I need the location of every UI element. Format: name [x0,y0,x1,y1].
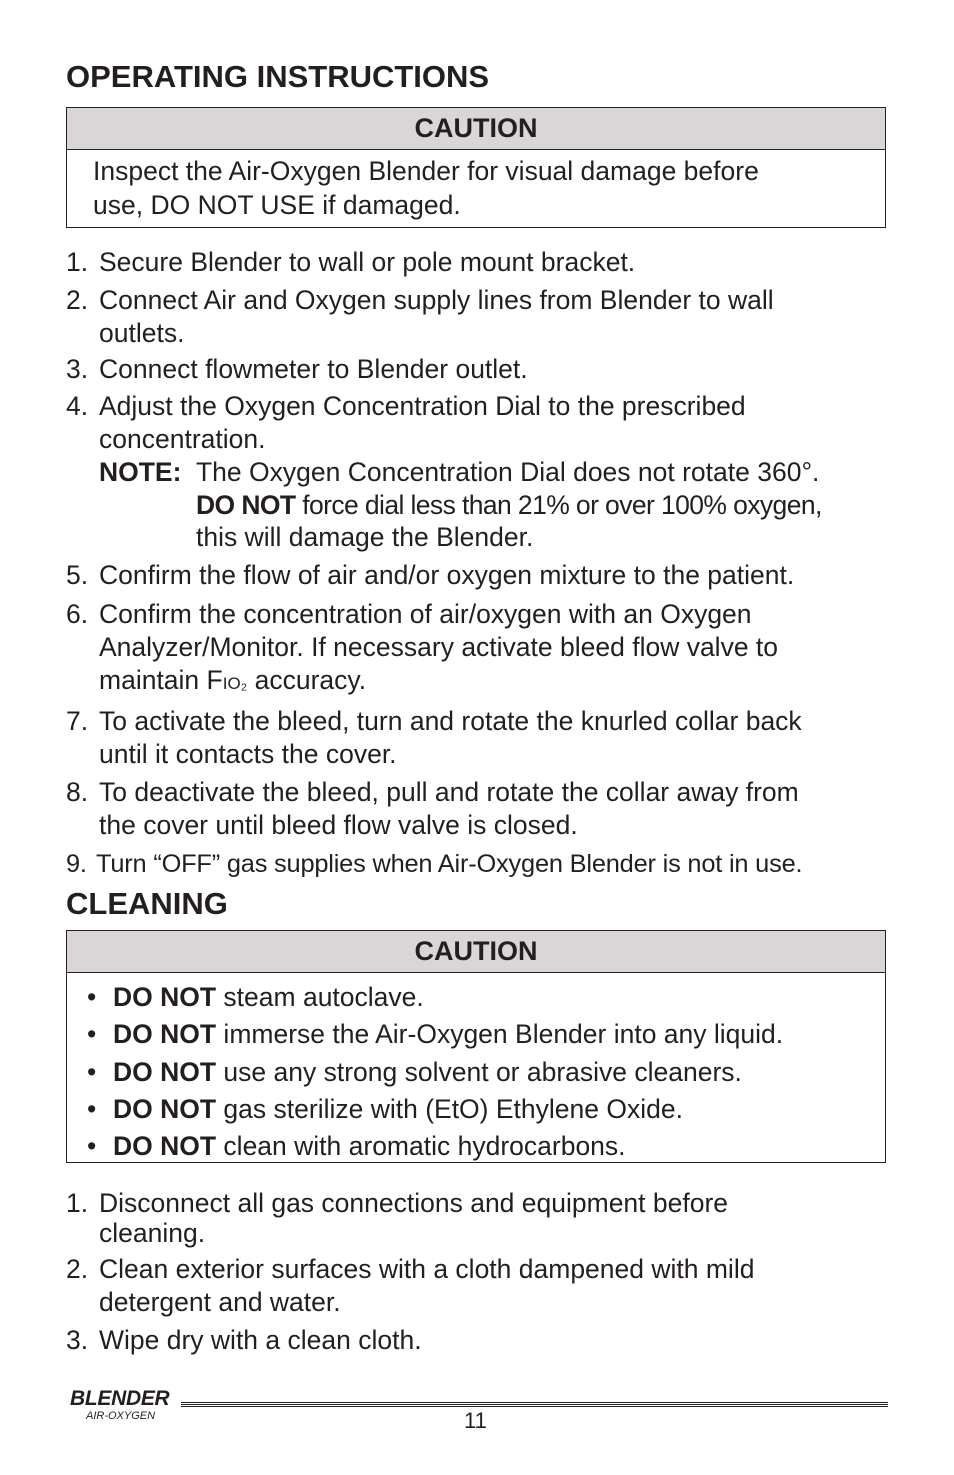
caution-bullet: • DO NOT clean with aromatic hydrocarbons. [87,1128,885,1165]
caution-line: use, DO NOT USE if damaged. [93,190,461,220]
page-number: 11 [464,1408,487,1433]
bullet-icon: • [87,1131,97,1162]
note-line: this will damage the Blender. [196,522,534,552]
fio2-subscript: IO₂ [222,673,248,693]
caution-bullet: • DO NOT immerse the Air-Oxygen Blender into any liquid. [87,1016,885,1053]
caution-label: CAUTION [67,931,885,973]
step-2: 2. Connect Air and Oxygen supply lines from Blender to wall outlets. [66,285,774,348]
bullet-icon: • [87,982,97,1012]
note-line: The Oxygen Concentration Dial does not rotate 360°. [196,457,820,487]
caution-box-operating [66,107,886,228]
section-title-cleaning: CLEANING [66,886,228,921]
clean-step-1: 1. Disconnect all gas connections and equipment before cleaning. [66,1188,729,1248]
clean-step-3: 3. Wipe dry with a clean cloth. [66,1325,422,1355]
footer-rule [181,1402,888,1407]
caution-bullet: • DO NOT steam autoclave. [87,979,885,1016]
bullet-icon: • [87,1019,97,1050]
footer-brand-logo: BLENDER [70,1387,170,1410]
caution-text [67,150,885,228]
clean-step-2: 2. Clean exterior surfaces with a cloth dampened with mild detergent and water. [66,1254,755,1317]
bullet-icon: • [87,1093,97,1124]
footer-brand-sub: AIR-OXYGEN [86,1410,156,1422]
step-8: 8. To deactivate the bleed, pull and rotate the collar away from the cover until bleed flow valve is closed. [66,776,799,840]
bullet-icon: • [87,1056,97,1087]
caution-line: Inspect the Air-Oxygen Blender for visual damage before [93,156,759,186]
step-5: 5. Confirm the flow of air and/or oxygen mixture to the patient. [66,559,795,590]
note-label: NOTE: [99,457,182,487]
operating-steps [66,246,896,881]
caution-label: CAUTION [67,108,885,150]
section-title-operating: OPERATING INSTRUCTIONS [66,59,490,94]
note-line: DO NOT force dial less than 21% or over 100% oxygen, [196,489,822,520]
step-4: 4. Adjust the Oxygen Concentration Dial to the prescribed concentration. NOTE: The Oxygen Concentration Dial does not rotate 360°. DO NOT force dial less than 21% or over 100% oxygen, this will damage the Blender. [66,390,896,554]
caution-box-cleaning [66,930,886,1163]
step-7: 7. To activate the bleed, turn and rotate the knurled collar back until it contacts the cover. [66,705,802,769]
step-1: 1. Secure Blender to wall or pole mount bracket. [66,247,636,277]
cleaning-steps [66,1188,896,1357]
caution-bullet: • DO NOT gas sterilize with (EtO) Ethylene Oxide. [87,1091,885,1128]
step-3: 3. Connect flowmeter to Blender outlet. [66,354,528,384]
step-6: 6. Confirm the concentration of air/oxygen with an Oxygen Analyzer/Monitor. If necessary activate bleed flow valve to maintain FIO₂ accuracy. [66,598,779,695]
note [99,456,896,554]
caution-bullets [67,973,885,1169]
step-9: 9. Turn “OFF” gas supplies when Air-Oxygen Blender is not in use. [66,849,803,878]
caution-bullet: • DO NOT use any strong solvent or abrasive cleaners. [87,1054,885,1091]
